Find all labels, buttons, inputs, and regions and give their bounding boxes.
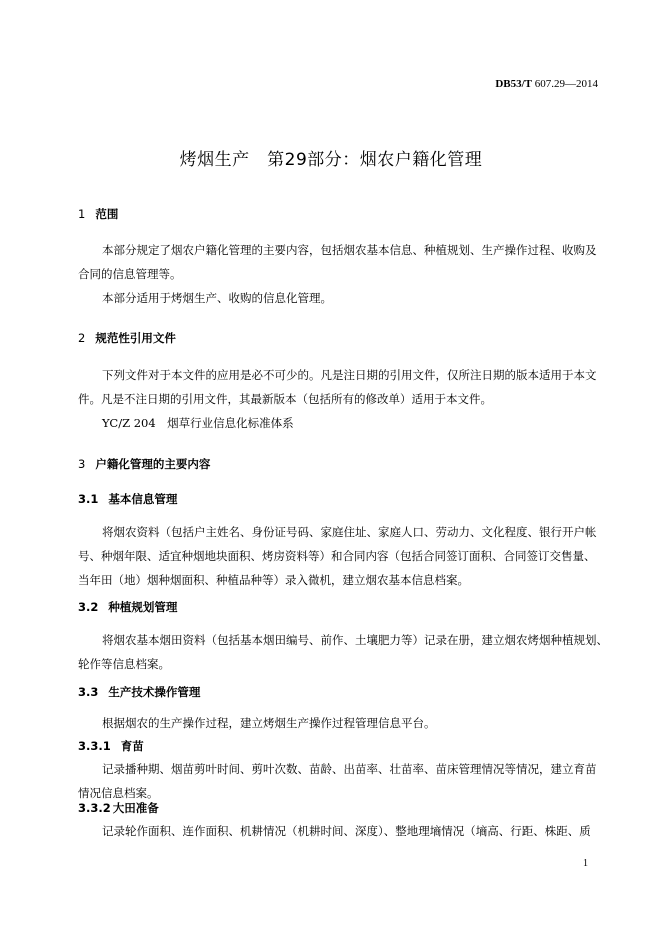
paragraph-line: 合同的信息管理等。 [78,267,182,281]
section-3-3-1-heading [78,738,144,754]
standard-code: DB53/T [495,78,532,90]
paragraph-line: 下列文件对于本文件的应用是必不可少的。凡是注日期的引用文件，仅所注日期的版本适用于本文 [102,368,597,382]
page-number: 1 [583,858,588,869]
section-title: 范围 [95,207,119,221]
paragraph-line: 将烟农基本烟田资料（包括基本烟田编号、前作、土壤肥力等）记录在册，建立烟农烤烟种植规划、 [102,633,608,647]
section-1-heading [78,206,118,222]
section-number: 3.3.1 [78,739,111,753]
section-title: 规范性引用文件 [95,331,176,345]
section-number: 3.3.2 [78,801,111,815]
section-title: 户籍化管理的主要内容 [95,457,211,471]
section-2-heading [78,330,176,346]
section-number: 2 [78,331,86,345]
section-number: 3.2 [78,600,99,614]
paragraph-line: 记录轮作面积、连作面积、机耕情况（机耕时间、深度）、整地理墒情况（墒高、行距、株距、质 [102,824,591,838]
paragraph-line: 本部分适用于烤烟生产、收购的信息化管理。 [102,291,332,305]
section-number: 1 [78,207,86,221]
paragraph-line: 当年田（地）烟种烟面积、种植品种等）录入微机，建立烟农基本信息档案。 [78,573,469,587]
section-title: 种植规划管理 [108,600,178,614]
section-3-heading [78,456,210,472]
standard-number [495,78,598,90]
paragraph-line: 根据烟农的生产操作过程，建立烤烟生产操作过程管理信息平台。 [102,716,436,730]
section-3-2-heading [78,599,177,615]
paragraph-line: 将烟农资料（包括户主姓名、身份证号码、家庭住址、家庭人口、劳动力、文化程度、银行开户帐 [102,525,597,539]
section-number: 3.3 [78,685,99,699]
paragraph-line: 件。凡是不注日期的引用文件，其最新版本（包括所有的修改单）适用于本文件。 [78,392,492,406]
section-3-3-2-heading [78,800,159,816]
paragraph-line: 轮作等信息档案。 [78,657,170,671]
paragraph-line: 记录播种期、烟苗剪叶时间、剪叶次数、苗龄、出苗率、壮苗率、苗床管理情况等情况，建立育苗 [102,762,597,776]
standard-year: 607.29—2014 [534,78,598,90]
section-3-3-heading [78,684,200,700]
section-3-1-heading [78,491,177,507]
section-title: 大田准备 [112,801,159,815]
paragraph-line: 本部分规定了烟农户籍化管理的主要内容，包括烟农基本信息、种植规划、生产操作过程、收购及 [102,243,597,257]
page-title: 烤烟生产 第29部分：烟农户籍化管理 [179,150,483,170]
section-title: 育苗 [120,739,144,753]
normative-reference: YC/Z 204 烟草行业信息化标准体系 [102,416,294,430]
paragraph-line: 号、种烟年限、适宜种烟地块面积、烤房资料等）和合同内容（包括合同签订面积、合同签订交售量、 [78,549,596,563]
section-title: 生产技术操作管理 [108,685,201,699]
section-number: 3 [78,457,86,471]
section-title: 基本信息管理 [108,492,178,506]
section-number: 3.1 [78,492,99,506]
paragraph-line: 情况信息档案。 [78,786,159,800]
